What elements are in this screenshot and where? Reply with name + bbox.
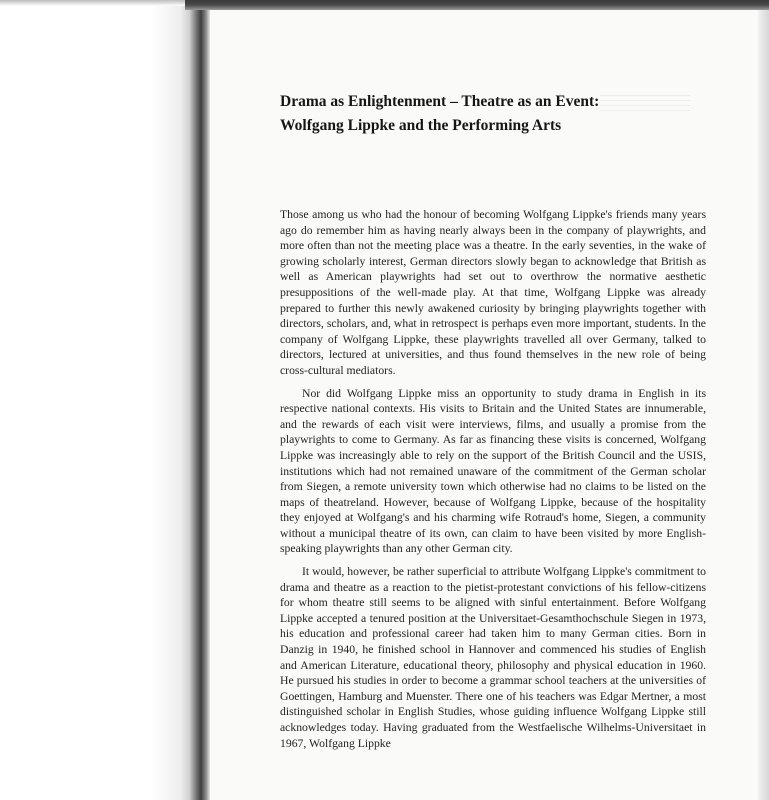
top-edge-shadow (185, 0, 769, 10)
chapter-title (280, 90, 740, 138)
page-right-edge (758, 10, 769, 800)
left-blank-page (0, 6, 190, 800)
book-spine-gutter (190, 0, 210, 800)
paragraph-3: It would, however, be rather superficial to attribute Wolfgang Lippke's commitment to drama and theatre as a reaction to the pietist-protestant convictions of his fellow-citizens for whom theatre still seems to be aligned with sinful entertainment. Before Wolfgang Lippke accepted a tenured position at the Universitaet-Gesamthochschule Siegen in 1973, his education and professional career had taken him to many German cities. Born in Danzig in 1940, he finished school in Hannover and commenced his studies of English and American Literature, educational theory, philosophy and physical education in 1960. He pursued his studies in order to become a grammar school teachers at the universities of Goettingen, Hamburg and Muenster. There one of his teachers was Edgar Mertner, a most distinguished scholar in English Studies, whose guiding influence Wolfgang Lippke still acknowledges today. Having graduated from the Westfaelische Wilhelms-Universitaet in 1967, Wolfgang Lippke (280, 565, 706, 750)
chapter-title-line-1: Drama as Enlightenment – Theatre as an Event: (280, 93, 600, 110)
paragraph-2: Nor did Wolfgang Lippke miss an opportunity to study drama in English in its respective national contexts. His visits to Britain and the United States are innumerable, and the rewards of each visit were interviews, films, and usually a promise from the playwrights to come to Germany. As far as financing these visits is concerned, Wolfgang Lippke was increasingly able to rely on the support of the British Council and the USIS, institutions which had not remained unaware of the commitment of the German scholar from Siegen, a remote university town which otherwise had no claims to be listed on the maps of theatreland. However, because of Wolfgang Lippke, because of the hospitality they enjoyed at Wolfgang's and his charming wife Rotraud's home, Siegen, a community without a municipal theatre of its own, can claim to have been visited by more English-speaking playwrights than any other German city. (280, 386, 706, 556)
chapter-title-line-2: Wolfgang Lippke and the Performing Arts (280, 117, 562, 134)
paragraph-1: Those among us who had the honour of becoming Wolfgang Lippke's friends many years ago do remember him as having nearly always been in the company of playwrights, and more often than not the meeting place was a theatre. In the early seventies, in the wake of growing scholarly interest, German directors slowly began to acknowledge that British as well as American playwrights had set out to overthrow the normative aesthetic presuppositions of the well-made play. At that time, Wolfgang Lippke was already prepared to further this newly awakened curiosity by bringing playwrights together with directors, scholars, and, what in retrospect is perhaps even more important, students. In the company of Wolfgang Lippke, these playwrights travelled all over Germany, talked to directors, lectured at universities, and thus found themselves in the new role of being cross-cultural mediators. (280, 208, 706, 377)
body-text (280, 207, 706, 758)
